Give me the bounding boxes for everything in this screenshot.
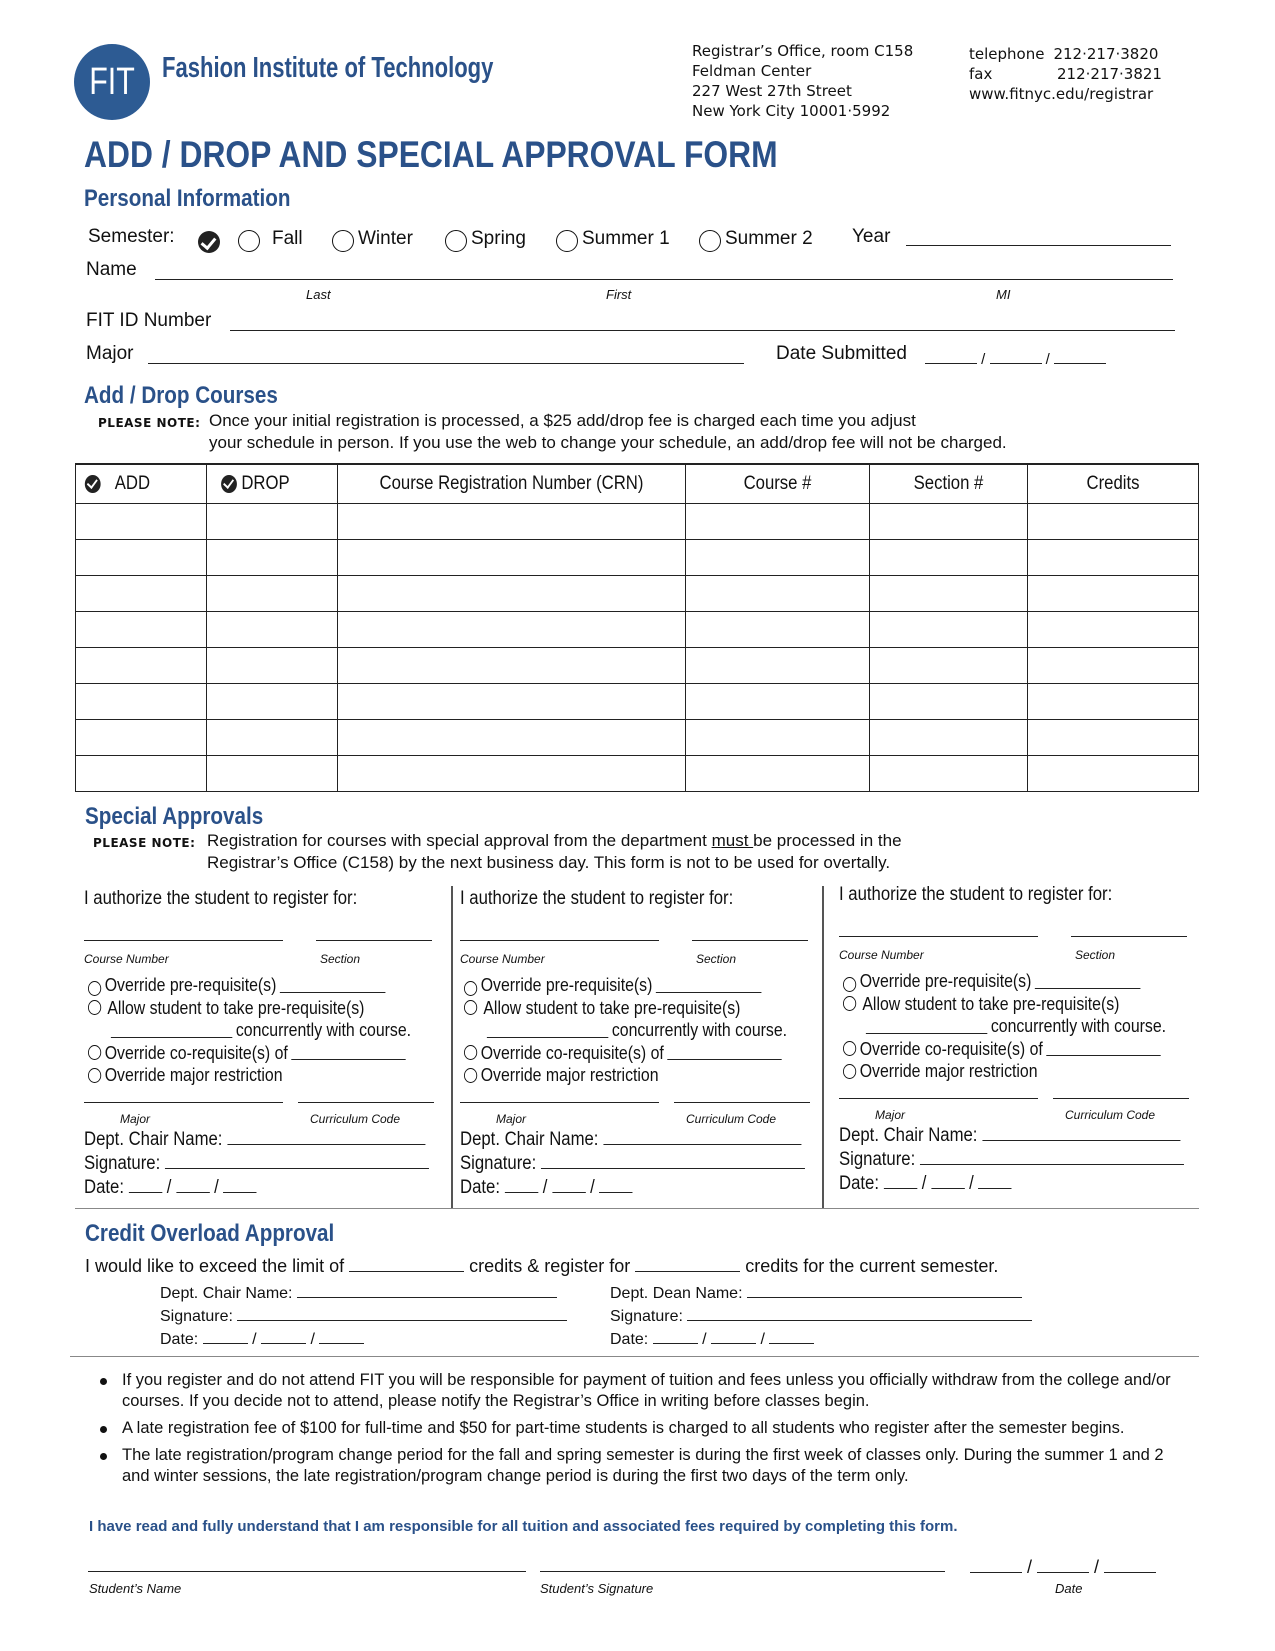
override-prereq-option[interactable]: Override pre-requisite(s) (843, 970, 1166, 993)
curriculum-code-field[interactable] (1053, 1098, 1189, 1099)
section-divider (75, 1208, 1199, 1209)
table-cell[interactable] (686, 504, 870, 540)
personal-info-heading: Personal Information (84, 185, 291, 212)
radio-icon[interactable] (464, 1045, 477, 1060)
institution-name: Fashion Institute of Technology (162, 52, 494, 84)
table-cell[interactable] (207, 540, 338, 576)
student-name-label: Student’s Name (89, 1581, 182, 1596)
table-row (76, 504, 1199, 540)
name-field[interactable] (155, 279, 1173, 280)
table-cell[interactable] (76, 684, 207, 720)
override-coreq-option[interactable]: Override co-requisite(s) of (464, 1042, 787, 1065)
radio-icon[interactable] (88, 1045, 101, 1060)
table-cell[interactable] (76, 540, 207, 576)
overload-chair-block: Dept. Chair Name: Signature: Date: / / (160, 1282, 567, 1351)
list-item: A late registration fee of $100 for full-time and $50 for part-time students is charged to all students who register after the semester begins. (90, 1418, 1190, 1439)
year-field[interactable] (906, 245, 1171, 246)
registrar-address: Registrar’s Office, room C158 Feldman Center 227 West 27th Street New York City 10001·5992 (692, 42, 914, 120)
table-cell[interactable] (338, 576, 686, 612)
table-row (76, 756, 1199, 792)
override-major-option[interactable]: Override major restriction (88, 1064, 411, 1087)
table-cell[interactable] (207, 720, 338, 756)
date-submitted-field[interactable]: / / (925, 346, 1106, 368)
semester-option-summer2[interactable]: Summer 2 (699, 226, 813, 252)
allow-prereq-option[interactable]: Allow student to take pre-requisite(s) (464, 997, 787, 1020)
check-icon (221, 475, 237, 493)
add-drop-please-note: PLEASE NOTE: (98, 416, 201, 430)
major-label: Major (86, 343, 134, 364)
major-field[interactable] (839, 1098, 1038, 1099)
add-drop-note-2: your schedule in person. If you use the web to change your schedule, an add/drop fee will not be charged. (209, 433, 1007, 452)
col-add: ADD (76, 464, 207, 504)
special-please-note: PLEASE NOTE: (93, 836, 196, 850)
table-cell[interactable] (870, 720, 1028, 756)
allow-prereq-option[interactable]: Allow student to take pre-requisite(s) (843, 993, 1166, 1016)
table-cell[interactable] (207, 648, 338, 684)
table-cell[interactable] (338, 612, 686, 648)
radio-icon[interactable] (88, 1000, 101, 1015)
radio-icon[interactable] (88, 981, 101, 996)
add-drop-note-1: Once your initial registration is processed, a $25 add/drop fee is charged each time you adjust (209, 411, 916, 430)
table-row (76, 684, 1199, 720)
table-cell[interactable] (338, 504, 686, 540)
table-cell[interactable] (207, 756, 338, 792)
table-cell[interactable] (1028, 504, 1199, 540)
column-divider (822, 886, 824, 1208)
table-cell[interactable] (686, 720, 870, 756)
table-cell[interactable] (338, 540, 686, 576)
semester-option-summer1[interactable]: Summer 1 (556, 226, 699, 252)
student-name-field[interactable] (88, 1571, 526, 1572)
semester-option-winter[interactable]: Winter (332, 226, 445, 252)
special-note-2: Registrar’s Office (C158) by the next business day. This form is not to be used for overtally. (207, 853, 891, 872)
overload-limit-field[interactable] (349, 1255, 464, 1272)
table-cell[interactable] (207, 684, 338, 720)
radio-icon[interactable] (238, 230, 260, 252)
name-sub-mi: MI (996, 287, 1011, 302)
table-cell[interactable] (686, 576, 870, 612)
col-credits: Credits (1028, 464, 1199, 504)
radio-icon[interactable] (464, 1068, 477, 1083)
table-cell[interactable] (870, 684, 1028, 720)
overload-dean-signature-field[interactable] (687, 1306, 1032, 1321)
contact-info: telephone 212·217·3820 fax 212·217·3821 www.fitnyc.edu/registrar (969, 45, 1162, 103)
table-cell[interactable] (1028, 720, 1199, 756)
section-field[interactable] (1071, 936, 1187, 937)
overload-dean-field[interactable] (747, 1283, 1022, 1298)
approval-column-3: I authorize the student to register for: Course Number Section Override pre-requisite(s) Allow student to take pre-requisite(s) concurrently with course. Override co-requisite(s) of Override major restriction Major Curriculum Code Dept. Chair Name: Signature: Date: / / (839, 884, 1199, 906)
table-cell[interactable] (76, 720, 207, 756)
table-cell[interactable] (207, 612, 338, 648)
fit-id-field[interactable] (230, 330, 1175, 331)
name-sub-first: First (606, 287, 632, 302)
override-major-option[interactable]: Override major restriction (843, 1060, 1166, 1083)
list-item: The late registration/program change period for the fall and spring semester is during the first week of classes only. During the summer 1 and 2 and winter sessions, the late registration/program change period is during the first two days of the term only. (90, 1445, 1190, 1487)
table-row (76, 576, 1199, 612)
logo-text: FIT (89, 61, 135, 103)
name-label: Name (86, 259, 137, 280)
table-cell[interactable] (686, 648, 870, 684)
list-item: If you register and do not attend FIT you will be responsible for payment of tuition and fees unless you officially withdraw from the college and/or courses. If you decide not to attend, please notify the Registrar’s Office in writing before classes begin. (90, 1370, 1190, 1412)
col-section: Section # (870, 464, 1028, 504)
table-cell[interactable] (870, 756, 1028, 792)
semester-check-icon (198, 231, 220, 253)
table-cell[interactable] (870, 540, 1028, 576)
overload-credits-field[interactable] (635, 1255, 740, 1272)
table-cell[interactable] (1028, 684, 1199, 720)
major-field[interactable] (84, 1102, 283, 1103)
table-cell[interactable] (207, 576, 338, 612)
curriculum-code-field[interactable] (674, 1102, 810, 1103)
table-cell[interactable] (686, 756, 870, 792)
table-cell[interactable] (686, 540, 870, 576)
radio-icon[interactable] (699, 230, 721, 252)
courses-table (75, 463, 1199, 792)
overload-chair-signature-field[interactable] (237, 1306, 567, 1321)
allow-prereq-option[interactable]: Allow student to take pre-requisite(s) (88, 997, 411, 1020)
approval-column-2: I authorize the student to register for: Course Number Section Override pre-requisite(s) Allow student to take pre-requisite(s) concurrently with course. Override co-requisite(s) of Override major restriction Major Curriculum Code Dept. Chair Name: Signature: Date: / / (460, 888, 820, 910)
table-cell[interactable] (76, 756, 207, 792)
table-cell[interactable] (686, 612, 870, 648)
table-cell[interactable] (207, 504, 338, 540)
override-prereq-option[interactable]: Override pre-requisite(s) (88, 974, 411, 997)
major-field[interactable] (460, 1102, 659, 1103)
radio-icon[interactable] (843, 996, 856, 1011)
column-divider (451, 886, 453, 1208)
approval-column-1: I authorize the student to register for: Course Number Section Override pre-requisite(s) Allow student to take pre-requisite(s) concurrently with course. Override co-requisite(s) of Override major restriction Major Curriculum Code Dept. Chair Name: Signature: Date: / / (84, 888, 444, 910)
special-approvals-heading: Special Approvals (85, 803, 264, 830)
overload-line: I would like to exceed the limit of credits & register for credits for the current semester. (85, 1256, 999, 1276)
table-cell[interactable] (76, 576, 207, 612)
course-number-field[interactable] (460, 940, 659, 941)
fit-logo (74, 44, 150, 120)
table-row (76, 720, 1199, 756)
table-cell[interactable] (870, 504, 1028, 540)
col-crn: Course Registration Number (CRN) (338, 464, 686, 504)
name-sub-last: Last (306, 287, 331, 302)
radio-icon[interactable] (464, 981, 477, 996)
override-major-option[interactable]: Override major restriction (464, 1064, 787, 1087)
form-title: ADD / DROP AND SPECIAL APPROVAL FORM (84, 134, 778, 175)
table-cell[interactable] (338, 684, 686, 720)
table-cell[interactable] (76, 648, 207, 684)
table-cell[interactable] (1028, 540, 1199, 576)
table-row (76, 612, 1199, 648)
curriculum-code-field[interactable] (298, 1102, 434, 1103)
radio-icon[interactable] (464, 1000, 477, 1015)
section-field[interactable] (692, 940, 808, 941)
table-cell[interactable] (76, 504, 207, 540)
table-cell[interactable] (1028, 648, 1199, 684)
student-date-field[interactable]: / / (970, 1556, 1156, 1578)
col-drop: DROP (207, 464, 338, 504)
radio-icon[interactable] (843, 977, 856, 992)
table-cell[interactable] (870, 648, 1028, 684)
override-coreq-option[interactable]: Override co-requisite(s) of (843, 1038, 1166, 1061)
table-cell[interactable] (338, 648, 686, 684)
table-header-row (76, 464, 1199, 504)
table-cell[interactable] (870, 612, 1028, 648)
radio-icon[interactable] (88, 1068, 101, 1083)
table-cell[interactable] (76, 612, 207, 648)
section-divider (70, 1356, 1199, 1357)
semester-options (238, 226, 813, 252)
table-cell[interactable] (338, 756, 686, 792)
radio-icon[interactable] (843, 1041, 856, 1056)
terms-list (90, 1370, 1190, 1493)
student-signature-label: Student’s Signature (540, 1581, 654, 1596)
course-number-field[interactable] (84, 940, 283, 941)
col-course: Course # (686, 464, 870, 504)
website-link[interactable]: www.fitnyc.edu/registrar (969, 85, 1154, 103)
special-note-1: Registration for courses with special approval from the department must be processed in the (207, 831, 902, 850)
student-signature-field[interactable] (540, 1571, 945, 1572)
table-cell[interactable] (1028, 612, 1199, 648)
radio-icon[interactable] (843, 1064, 856, 1079)
date-label: Date (1055, 1581, 1083, 1596)
semester-option-fall[interactable]: Fall (238, 226, 332, 252)
check-icon (85, 475, 101, 493)
table-row (76, 648, 1199, 684)
year-label: Year (852, 226, 891, 247)
semester-label: Semester: (88, 226, 175, 247)
course-number-field[interactable] (839, 936, 1038, 937)
credit-overload-heading: Credit Overload Approval (85, 1220, 335, 1247)
overload-dean-block: Dept. Dean Name: Signature: Date: / / (610, 1282, 1032, 1351)
radio-icon[interactable] (332, 230, 354, 252)
override-prereq-option[interactable]: Override pre-requisite(s) (464, 974, 787, 997)
table-row (76, 540, 1199, 576)
section-field[interactable] (316, 940, 432, 941)
major-field[interactable] (148, 363, 744, 364)
table-cell[interactable] (1028, 756, 1199, 792)
table-cell[interactable] (338, 720, 686, 756)
radio-icon[interactable] (556, 230, 578, 252)
add-drop-heading: Add / Drop Courses (84, 382, 278, 409)
fit-id-label: FIT ID Number (86, 310, 212, 331)
table-cell[interactable] (686, 684, 870, 720)
table-cell[interactable] (870, 576, 1028, 612)
acknowledgement: I have read and fully understand that I am responsible for all tuition and associated fees required by completing this form. (89, 1518, 958, 1535)
radio-icon[interactable] (445, 230, 467, 252)
table-cell[interactable] (1028, 576, 1199, 612)
semester-option-spring[interactable]: Spring (445, 226, 556, 252)
override-coreq-option[interactable]: Override co-requisite(s) of (88, 1042, 411, 1065)
date-submitted-label: Date Submitted (776, 343, 907, 364)
overload-chair-field[interactable] (297, 1283, 557, 1298)
